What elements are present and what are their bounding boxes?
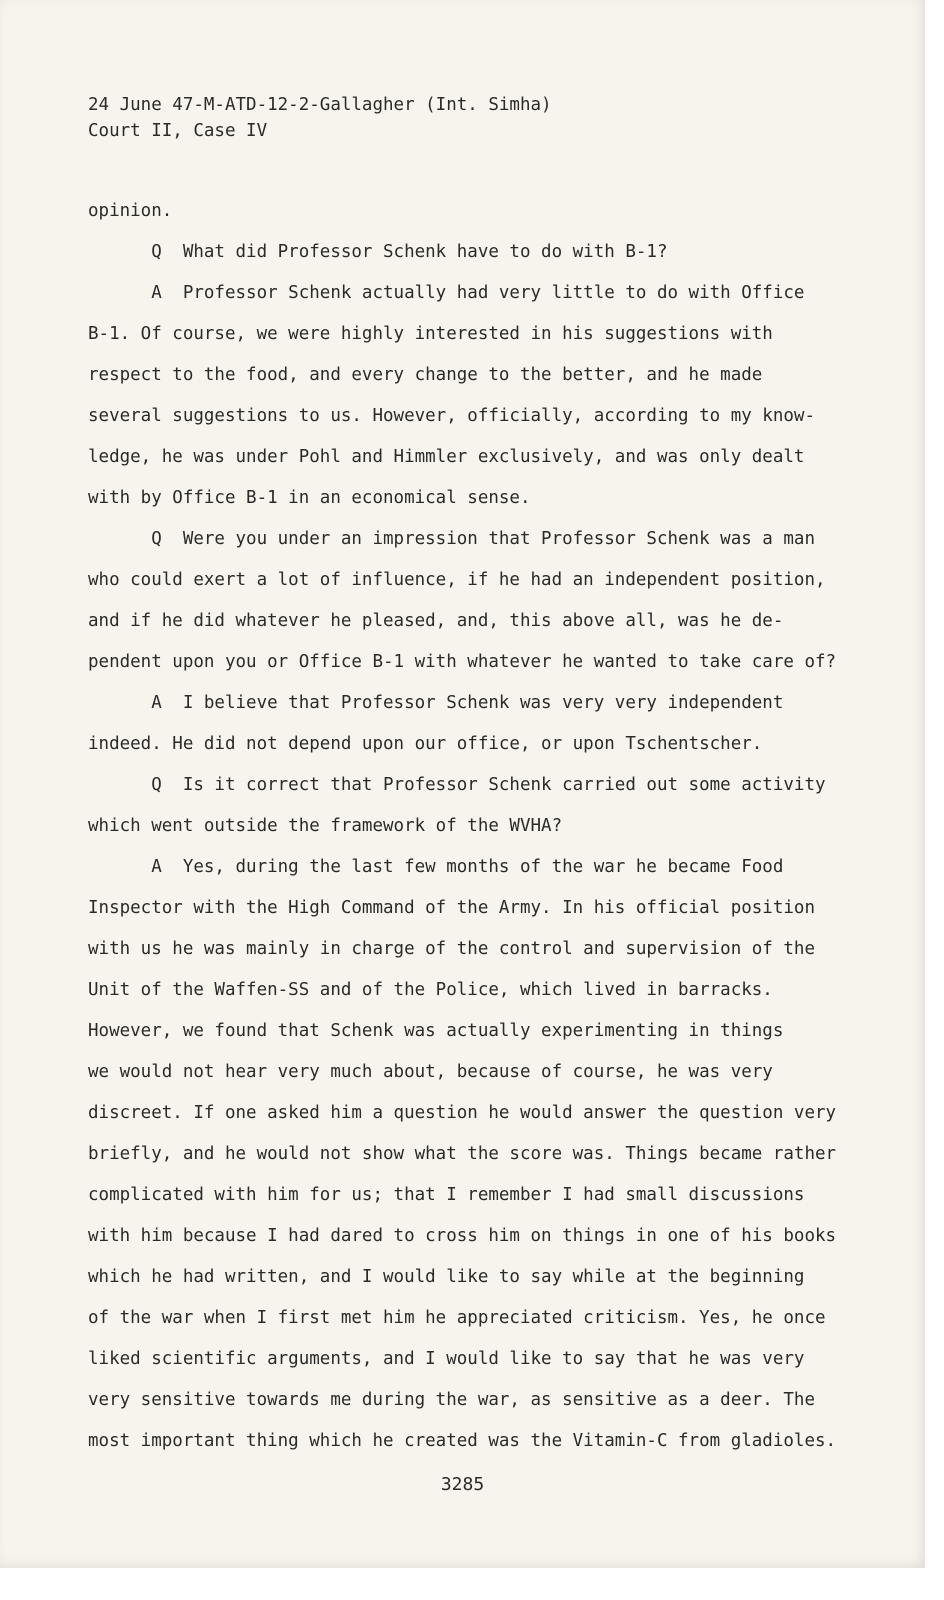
text-line: opinion. (88, 201, 173, 221)
text-line: most important thing which he created was the Vitamin-C from gladioles. (88, 1431, 837, 1451)
text-line: A I believe that Professor Schenk was very very independent (88, 693, 784, 713)
text-line: and if he did whatever he pleased, and, this above all, was he de- (88, 611, 784, 631)
text-line: with us he was mainly in charge of the control and supervision of the (88, 939, 815, 959)
header-line-1: 24 June 47-M-ATD-12-2-Gallagher (Int. Simha) (88, 95, 552, 115)
text-line: several suggestions to us. However, officially, according to my know- (88, 406, 815, 426)
text-line: ledge, he was under Pohl and Himmler exclusively, and was only dealt (88, 447, 805, 467)
text-line: A Professor Schenk actually had very little to do with Office (88, 283, 805, 303)
text-line: However, we found that Schenk was actually experimenting in things (88, 1021, 784, 1041)
page-number: 3285 (440, 1474, 485, 1495)
text-line: Q What did Professor Schenk have to do with B-1? (88, 242, 668, 262)
text-line: Unit of the Waffen-SS and of the Police, which lived in barracks. (88, 980, 773, 1000)
text-line: liked scientific arguments, and I would like to say that he was very (88, 1349, 805, 1369)
header-line-2: Court II, Case IV (88, 121, 268, 141)
text-line: indeed. He did not depend upon our office, or upon Tschentscher. (88, 734, 763, 754)
text-line: with him because I had dared to cross him on things in one of his books (88, 1226, 837, 1246)
document-header (88, 92, 552, 144)
text-line: which he had written, and I would like to say while at the beginning (88, 1267, 805, 1287)
text-line: discreet. If one asked him a question he would answer the question very (88, 1103, 837, 1123)
text-line: complicated with him for us; that I remember I had small discussions (88, 1185, 805, 1205)
transcript-body (88, 191, 837, 1462)
text-line: A Yes, during the last few months of the war he became Food (88, 857, 784, 877)
text-line: pendent upon you or Office B-1 with whatever he wanted to take care of? (88, 652, 837, 672)
text-line: who could exert a lot of influence, if he had an independent position, (88, 570, 826, 590)
text-line: of the war when I first met him he appreciated criticism. Yes, he once (88, 1308, 826, 1328)
page-edge (925, 0, 944, 1600)
text-line: we would not hear very much about, because of course, he was very (88, 1062, 773, 1082)
text-line: very sensitive towards me during the war, as sensitive as a deer. The (88, 1390, 815, 1410)
text-line: Q Were you under an impression that Professor Schenk was a man (88, 529, 815, 549)
text-line: briefly, and he would not show what the score was. Things became rather (88, 1144, 837, 1164)
text-line: respect to the food, and every change to the better, and he made (88, 365, 763, 385)
text-line: Q Is it correct that Professor Schenk carried out some activity (88, 775, 826, 795)
text-line: Inspector with the High Command of the Army. In his official position (88, 898, 815, 918)
text-line: B-1. Of course, we were highly interested in his suggestions with (88, 324, 773, 344)
text-line: with by Office B-1 in an economical sense. (88, 488, 531, 508)
text-line: which went outside the framework of the WVHA? (88, 816, 563, 836)
